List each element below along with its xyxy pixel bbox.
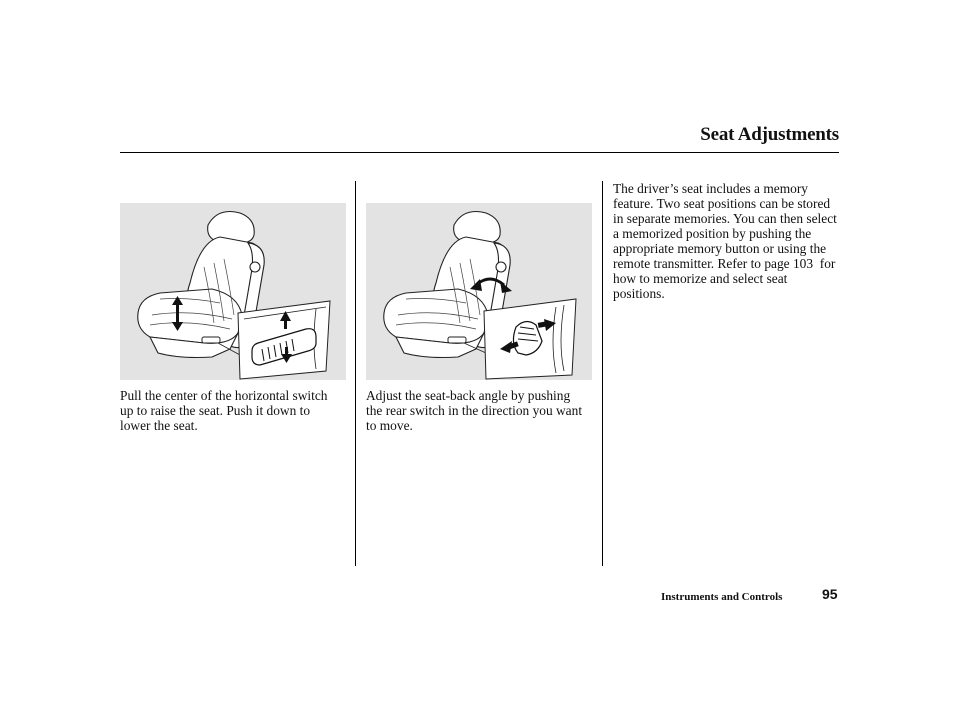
recline-instructions: Adjust the seat-back angle by pushing the rear switch in the direction you want to move. bbox=[366, 388, 583, 433]
column-divider-right bbox=[602, 181, 603, 566]
memory-text-end: for how to memorize and select seat positions. bbox=[613, 256, 836, 301]
page-number: 95 bbox=[822, 586, 838, 602]
seat-height-switch-icon bbox=[120, 203, 346, 380]
footer-section-label: Instruments and Controls bbox=[661, 591, 783, 603]
column-divider-left bbox=[355, 181, 356, 566]
page-reference-link[interactable]: 103 bbox=[792, 256, 814, 271]
height-instructions: Pull the center of the horizontal switch up to raise the seat. Push it down to lower the seat. bbox=[120, 388, 328, 433]
memory-text-start: The driver’s seat includes a memory feature. Two seat positions can be stored in separate memories. You can then select a memorized position by pushing the appropriate memory button or using the remote transmitter. Refer to page bbox=[613, 181, 837, 271]
title-underline bbox=[120, 152, 839, 153]
seat-recline-switch-icon bbox=[366, 203, 592, 380]
seat-height-illustration bbox=[120, 203, 346, 380]
seat-recline-illustration bbox=[366, 203, 592, 380]
memory-instructions bbox=[613, 181, 841, 301]
page-title: Seat Adjustments bbox=[700, 124, 839, 145]
